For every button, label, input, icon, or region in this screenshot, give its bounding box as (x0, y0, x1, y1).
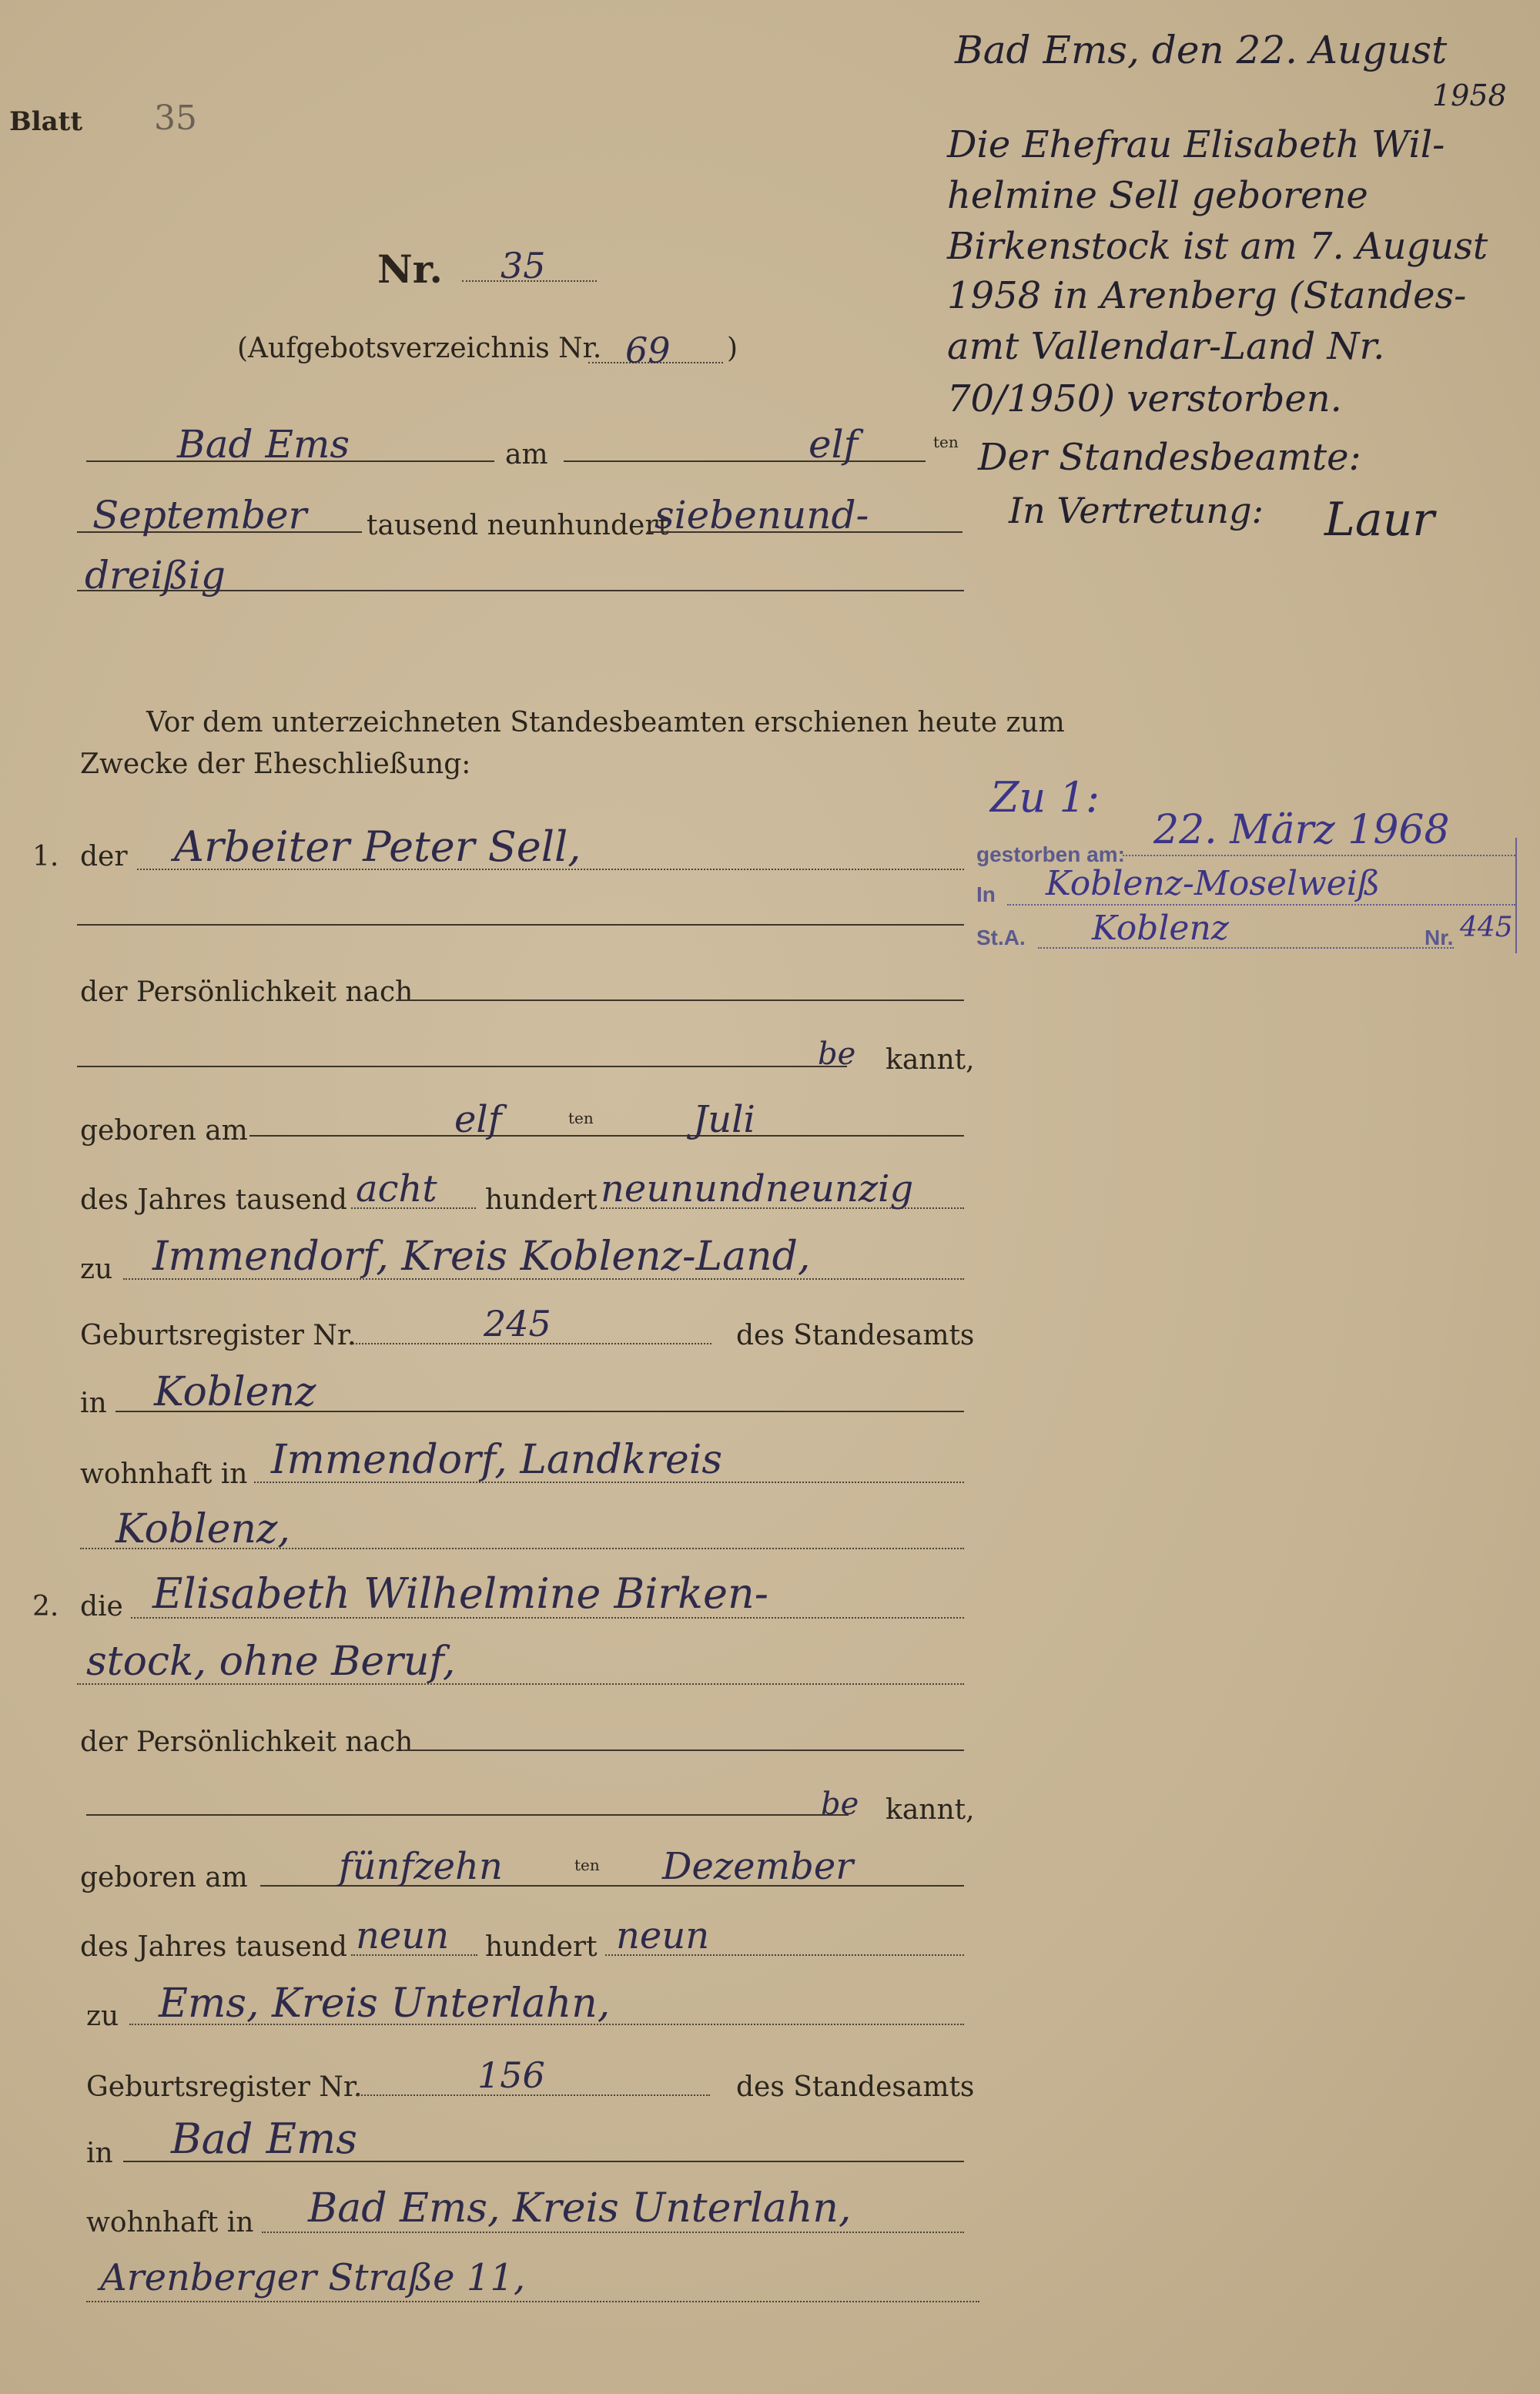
margin-note-line-6: amt Vallendar-Land Nr. (947, 325, 1385, 368)
margin-note-line-8: Der Standesbeamte: (978, 436, 1361, 479)
p1-zu: zu (80, 1254, 113, 1285)
p1-residence-1: Immendorf, Landkreis (271, 1437, 723, 1483)
p2-birthplace: Ems, Kreis Unterlahn, (159, 1980, 611, 2027)
p1-hundert: hundert (485, 1184, 598, 1216)
p1-personlich: der Persönlichkeit nach (80, 976, 413, 1008)
p1-birth-day: elf (454, 1098, 502, 1141)
p2-bekannt-hw: be (821, 1786, 859, 1822)
stamp-note: Zu 1: (990, 773, 1100, 822)
p1-jahres-hw-2: neunundneunzig (601, 1167, 914, 1210)
p2-residence-2: Arenberger Straße 11, (100, 2256, 526, 2299)
aufgebot-value: 69 (625, 330, 671, 371)
p2-amt: Bad Ems (171, 2114, 357, 2163)
stamp-in-label: In (976, 882, 996, 906)
p2-in: in (86, 2138, 113, 2169)
p2-jahres-label: des Jahres tausend (80, 1931, 347, 1963)
intro-line-1: Vor dem unterzeichneten Standesbeamten erschienen heute zum (146, 707, 1065, 738)
margin-note-line-5: 1958 in Arenberg (Standes- (947, 274, 1467, 317)
p2-name-1: Elisabeth Wilhelmine Birken- (152, 1569, 768, 1618)
p2-personlich: der Persönlichkeit nach (80, 1726, 413, 1758)
stamp-gestorben-value: 22. März 1968 (1153, 807, 1450, 853)
day-value: elf (808, 422, 859, 467)
margin-note-line-4: Birkenstock ist am 7. August (947, 225, 1488, 268)
day-suffix: ten (933, 433, 959, 451)
p2-reg-nr: 156 (477, 2054, 545, 2096)
p1-in: in (80, 1388, 107, 1419)
stamp-nr-label: Nr. (1424, 926, 1454, 949)
p1-birth-month: Juli (693, 1098, 755, 1141)
p2-hundert: hundert (485, 1931, 598, 1963)
p1-number: 1. (32, 841, 59, 872)
stamp-nr-value: 445 (1460, 912, 1513, 943)
p1-jahres-label: des Jahres tausend (80, 1184, 347, 1216)
p1-standesamts: des Standesamts (736, 1320, 975, 1351)
stamp-in-value: Koblenz-Moselweiß (1046, 864, 1381, 903)
p2-birth-day: fünfzehn (339, 1845, 503, 1888)
date-rule-1b (564, 460, 926, 462)
month-value: September (92, 493, 307, 537)
p2-wohnhaft-line-2 (86, 2301, 979, 2302)
p2-residence-1: Bad Ems, Kreis Unterlahn, (308, 2185, 852, 2232)
p2-bekannt-line (86, 1814, 849, 1816)
p1-name-line-2 (77, 924, 964, 926)
p2-jahres-hw-1: neun (356, 1914, 450, 1957)
p2-number: 2. (32, 1591, 59, 1622)
blatt-number: 35 (154, 99, 197, 138)
p1-bekannt-line (77, 1066, 847, 1067)
stamp-sta-label: St.A. (976, 926, 1026, 949)
p2-ten: ten (574, 1856, 600, 1874)
aufgebot-label: (Aufgebotsverzeichnis Nr. (237, 333, 602, 364)
p2-zu: zu (86, 2001, 119, 2032)
entry-number-label: Nr. (377, 246, 443, 292)
intro-line-2: Zwecke der Eheschließung: (80, 748, 471, 780)
margin-note-line-7: 70/1950) verstorben. (947, 377, 1342, 420)
margin-note-line-1b: 1958 (1432, 79, 1507, 112)
p2-birth-month: Dezember (662, 1845, 854, 1888)
p1-reg-nr: 245 (484, 1303, 551, 1344)
p1-kannt: kannt, (886, 1044, 975, 1076)
entry-number-value: 35 (500, 245, 546, 286)
p2-personlich-line (403, 1749, 964, 1751)
p1-name: Arbeiter Peter Sell, (174, 822, 581, 871)
p1-personlich-line (396, 999, 964, 1001)
p1-ten: ten (568, 1109, 594, 1127)
year-words: siebenund- (654, 493, 869, 537)
p2-jahres-hw-2: neun (616, 1914, 710, 1957)
p2-kannt: kannt, (886, 1794, 975, 1826)
p2-die: die (80, 1591, 123, 1622)
p1-bekannt-hw: be (818, 1036, 856, 1072)
stamp-gestorben-label: gestorben am: (976, 842, 1125, 866)
p1-geboren-label: geboren am (80, 1115, 248, 1147)
tausend-label: tausend neunhundert (367, 510, 670, 541)
stamp-in-line (1007, 904, 1515, 906)
place-value: Bad Ems (177, 422, 350, 467)
am-label: am (505, 439, 548, 470)
death-stamp (976, 807, 1525, 969)
p1-amt: Koblenz (154, 1369, 316, 1415)
p2-geburtsreg-label: Geburtsregister Nr. (86, 2071, 363, 2103)
stamp-sta-line (1038, 947, 1454, 949)
p1-jahres-hw-1: acht (356, 1167, 437, 1210)
p1-wohnhaft-label: wohnhaft in (80, 1458, 248, 1490)
stamp-gestorben-line (1123, 855, 1515, 856)
year-words-2: dreißig (85, 553, 226, 598)
p2-geboren-label: geboren am (80, 1862, 248, 1893)
p2-name-2: stock, ohne Beruf, (86, 1639, 456, 1685)
p2-wohnhaft-label: wohnhaft in (86, 2207, 254, 2238)
blatt-label: Blatt (9, 106, 83, 137)
stamp-sta-value: Koblenz (1092, 909, 1229, 948)
p2-wohnhaft-line (262, 2232, 964, 2233)
p2-standesamts: des Standesamts (736, 2071, 975, 2103)
margin-note-line-2: Die Ehefrau Elisabeth Wil- (947, 123, 1445, 166)
margin-note-signature: Laur (1324, 493, 1435, 547)
p1-geboren-line (249, 1135, 964, 1137)
margin-note-line-3: helmine Sell geborene (947, 174, 1368, 217)
p1-birthplace: Immendorf, Kreis Koblenz-Land, (152, 1234, 811, 1280)
p1-der: der (80, 841, 128, 872)
margin-note-line-9: In Vertretung: (1009, 490, 1264, 531)
margin-note-line-1: Bad Ems, den 22. August (955, 28, 1448, 72)
aufgebot-close: ) (727, 333, 738, 364)
p1-residence-2: Koblenz, (116, 1506, 290, 1552)
p1-geburtsreg-label: Geburtsregister Nr. (80, 1320, 357, 1351)
